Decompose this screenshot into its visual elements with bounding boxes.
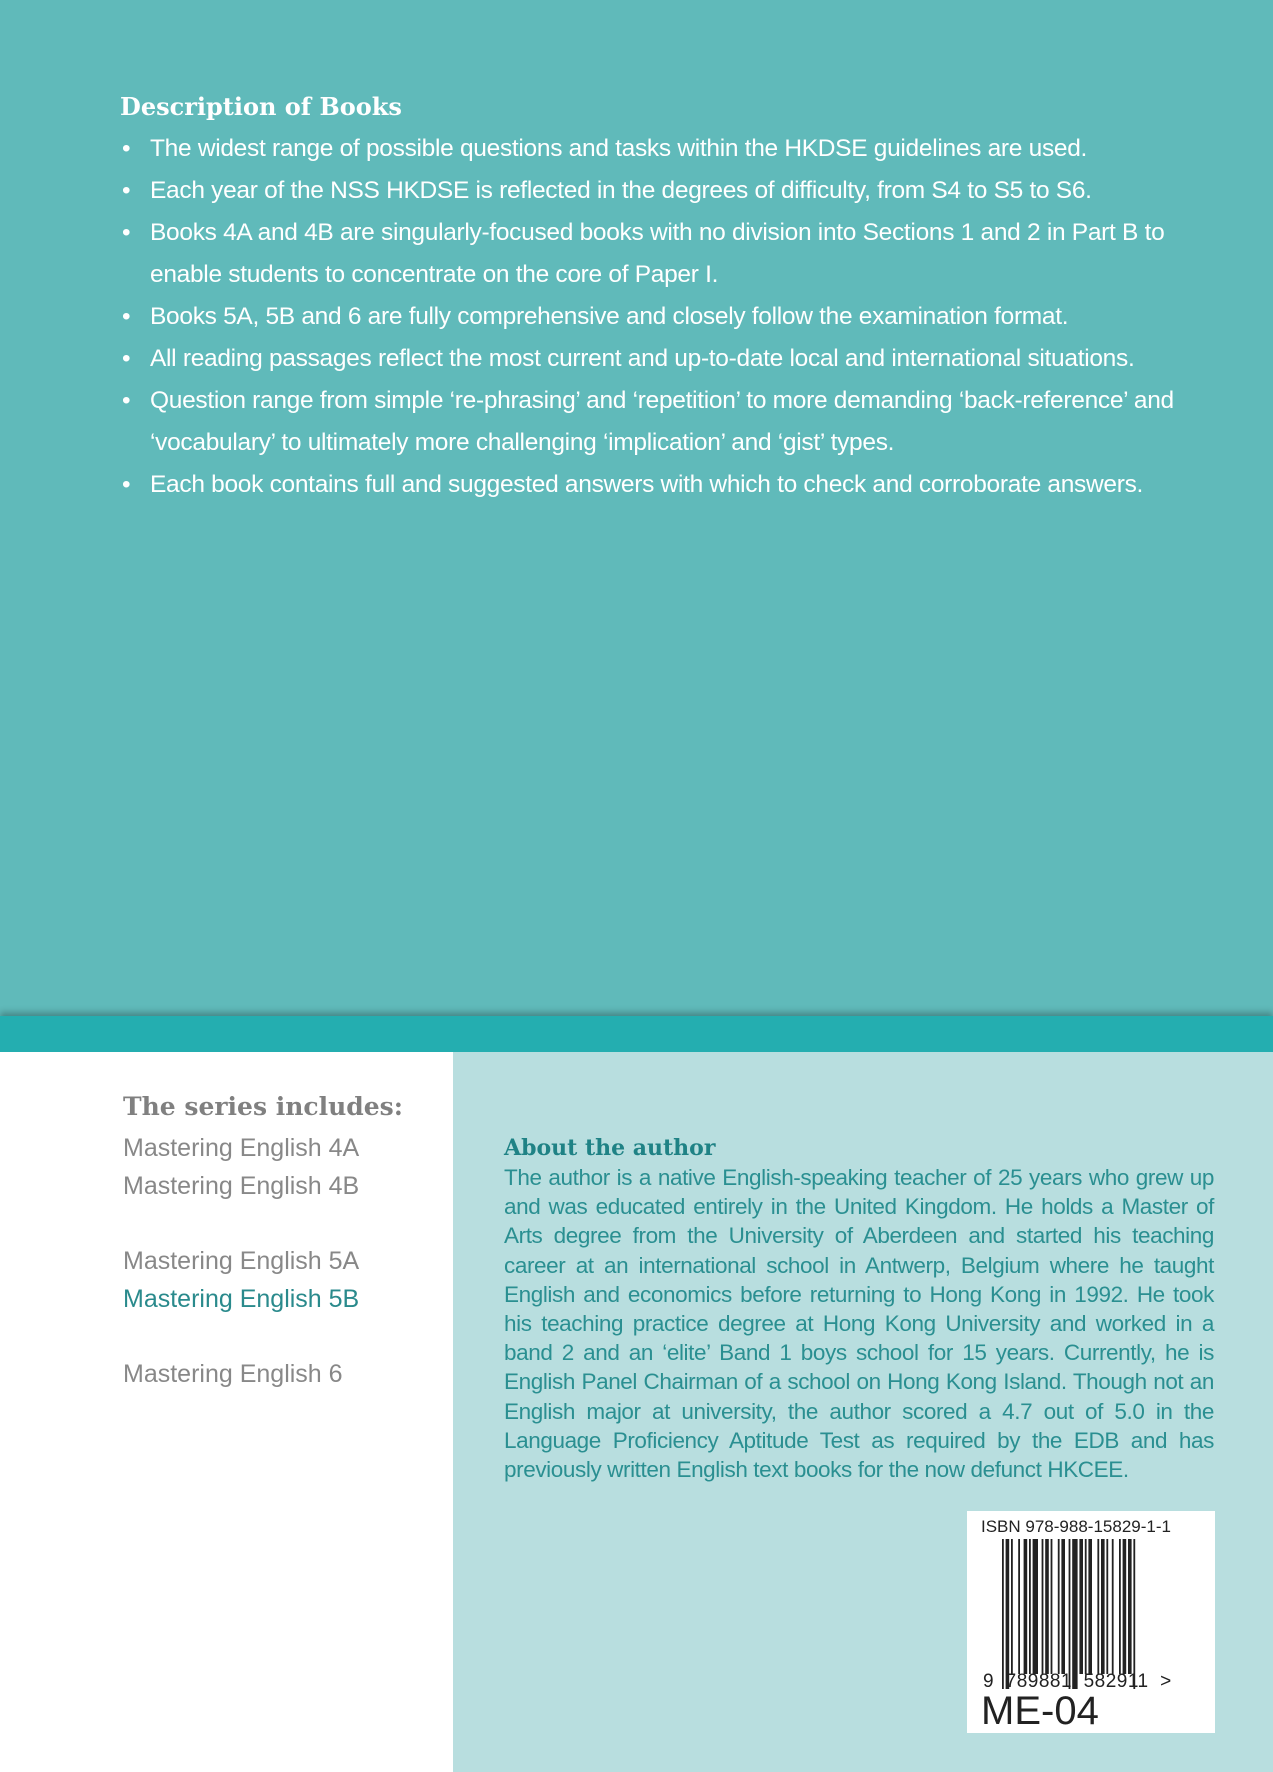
series-item-current: Mastering English 5B — [123, 1285, 360, 1313]
series-item: Mastering English 4B — [123, 1172, 360, 1200]
series-item: Mastering English 6 — [123, 1360, 343, 1388]
barcode-label — [967, 1511, 1215, 1733]
description-list — [120, 128, 1240, 506]
product-code: ME-04 — [981, 1689, 1099, 1733]
description-item: • The widest range of possible questions and tasks within the HKDSE guidelines are used. — [120, 128, 1240, 170]
barcode-icon — [1002, 1539, 1182, 1689]
description-item: • All reading passages reflect the most current and up-to-date local and international situations. — [120, 338, 1240, 380]
series-item: Mastering English 4A — [123, 1134, 360, 1162]
divider-strip — [0, 1016, 1273, 1052]
isbn-text: ISBN 978-988-15829-1-1 — [981, 1517, 1171, 1536]
about-text: The author is a native English-speaking teacher of 25 years who grew up and was educated entirely in the United Kingdom. He holds a Master of Arts degree from the University of Aberdeen and started his teaching career at an international school in Antwerp, Belgium where he taught English and economics before returning to Hong Kong in 1992. He took his teaching practice degree at Hong Kong University and worked in a band 2 and an ‘elite’ Band 1 boys school for 15 years. Currently, he is English Panel Chairman of a school on Hong Kong Island. Though not an English major at university, the author scored a 4.7 out of 5.0 in the Language Proficiency Aptitude Test as required by the EDB and has previously written English text books for the now defunct HKCEE. — [504, 1165, 1214, 1483]
description-item: • Each year of the NSS HKDSE is reflected in the degrees of difficulty, from S4 to S5 to S6. — [120, 170, 1240, 212]
barcode-digits: 9 789881 582911 > — [983, 1671, 1172, 1692]
description-item: • Each book contains full and suggested answers with which to check and corroborate answers. — [120, 464, 1240, 506]
description-item: • Books 5A, 5B and 6 are fully comprehensive and closely follow the examination format. — [120, 296, 1240, 338]
series-heading: The series includes: — [123, 1092, 403, 1121]
series-item: Mastering English 5A — [123, 1247, 360, 1275]
description-item: • Books 4A and 4B are singularly-focused books with no division into Sections 1 and 2 in Part B to enable students to concentrate on the core of Paper I. — [120, 212, 1240, 296]
description-item: • Question range from simple ‘re-phrasing’ and ‘repetition’ to more demanding ‘back-reference’ and ‘vocabulary’ to ultimately more challenging ‘implication’ and ‘gist’ types. — [120, 380, 1240, 464]
description-heading: Description of Books — [120, 92, 402, 121]
about-heading: About the author — [504, 1135, 716, 1161]
